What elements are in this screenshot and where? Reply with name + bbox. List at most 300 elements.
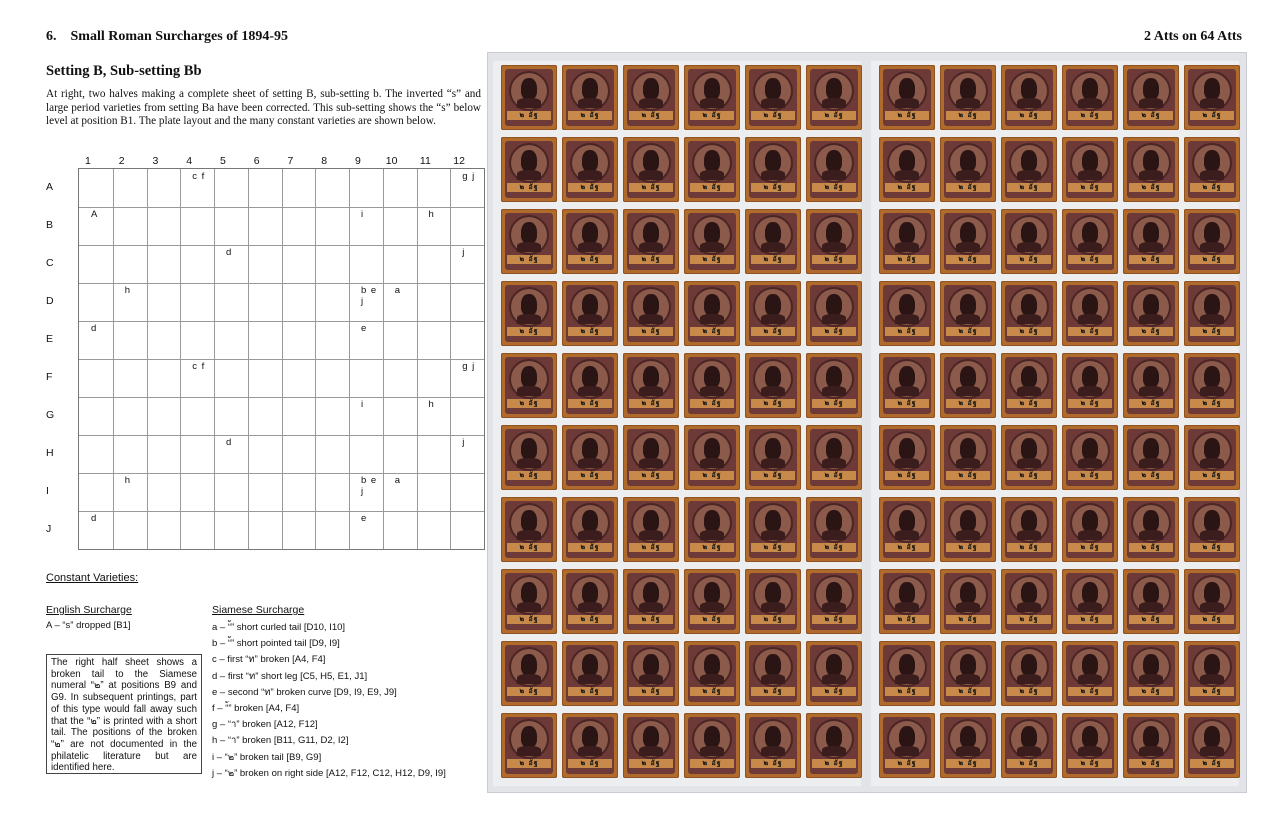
- surcharge-overprint: ๒ อัฐ: [1080, 111, 1100, 119]
- portrait-head: [826, 294, 842, 316]
- portrait-shoulders: [1200, 314, 1224, 324]
- portrait-shoulders: [700, 602, 724, 612]
- portrait-head: [1021, 438, 1037, 460]
- surcharge-overprint: ๒ อัฐ: [519, 759, 539, 767]
- surcharge-overprint: ๒ อัฐ: [1141, 111, 1161, 119]
- portrait-shoulders: [895, 602, 919, 612]
- portrait-shoulders: [639, 674, 663, 684]
- surcharge-overprint: ๒ อัฐ: [897, 255, 917, 263]
- surcharge-overprint: ๒ อัฐ: [641, 399, 661, 407]
- portrait-head: [765, 78, 781, 100]
- grid-line: [79, 359, 484, 360]
- portrait-shoulders: [1017, 314, 1041, 324]
- surcharge-overprint: ๒ อัฐ: [580, 399, 600, 407]
- portrait-shoulders: [1078, 602, 1102, 612]
- surcharge-overprint: ๒ อัฐ: [519, 543, 539, 551]
- surcharge-overprint: ๒ อัฐ: [580, 615, 600, 623]
- portrait-head: [1021, 510, 1037, 532]
- surcharge-overprint: ๒ อัฐ: [824, 255, 844, 263]
- surcharge-overprint: ๒ อัฐ: [580, 687, 600, 695]
- portrait-shoulders: [578, 242, 602, 252]
- grid-line: [79, 473, 484, 474]
- portrait-shoulders: [956, 746, 980, 756]
- stamp: [684, 425, 740, 490]
- surcharge-overprint: ๒ อัฐ: [1141, 543, 1161, 551]
- surcharge-overprint: ๒ อัฐ: [763, 687, 783, 695]
- surcharge-overprint: ๒ อัฐ: [641, 471, 661, 479]
- portrait-head: [1204, 366, 1220, 388]
- grid-line: [79, 207, 484, 208]
- stamp: [940, 65, 996, 130]
- siamese-variety-item: e – second “ท” broken curve [D9, I9, E9, J9]: [212, 686, 397, 698]
- stamp: [1001, 425, 1057, 490]
- plate-column-label: 6: [253, 155, 260, 167]
- stamp: [501, 281, 557, 346]
- portrait-shoulders: [1017, 530, 1041, 540]
- surcharge-overprint: ๒ อัฐ: [1141, 615, 1161, 623]
- stamp: [1184, 209, 1240, 274]
- portrait-head: [960, 366, 976, 388]
- stamp: [684, 281, 740, 346]
- variety-mark: c f: [192, 171, 206, 182]
- portrait-shoulders: [1078, 98, 1102, 108]
- plate-row-label: F: [46, 371, 53, 383]
- portrait-head: [765, 150, 781, 172]
- surcharge-overprint: ๒ อัฐ: [1202, 399, 1222, 407]
- surcharge-overprint: ๒ อัฐ: [1080, 471, 1100, 479]
- surcharge-overprint: ๒ อัฐ: [897, 327, 917, 335]
- portrait-head: [960, 726, 976, 748]
- portrait-head: [1204, 510, 1220, 532]
- portrait-shoulders: [700, 386, 724, 396]
- grid-line: [79, 321, 484, 322]
- portrait-head: [582, 654, 598, 676]
- portrait-shoulders: [895, 170, 919, 180]
- portrait-head: [582, 222, 598, 244]
- portrait-shoulders: [700, 458, 724, 468]
- stamp: [879, 497, 935, 562]
- portrait-shoulders: [822, 746, 846, 756]
- surcharge-overprint: ๒ อัฐ: [519, 255, 539, 263]
- stamp: [684, 353, 740, 418]
- portrait-head: [1082, 78, 1098, 100]
- portrait-shoulders: [1200, 530, 1224, 540]
- portrait-shoulders: [700, 314, 724, 324]
- portrait-head: [1204, 438, 1220, 460]
- portrait-shoulders: [517, 386, 541, 396]
- stamp: [1123, 641, 1179, 706]
- portrait-shoulders: [1017, 98, 1041, 108]
- stamp: [806, 713, 862, 778]
- portrait-shoulders: [956, 674, 980, 684]
- stamp: [1062, 137, 1118, 202]
- portrait-head: [1204, 726, 1220, 748]
- stamp: [806, 65, 862, 130]
- surcharge-overprint: ๒ อัฐ: [519, 399, 539, 407]
- portrait-shoulders: [1078, 242, 1102, 252]
- surcharge-overprint: ๒ อัฐ: [519, 615, 539, 623]
- siamese-variety-item: f – “้” broken [A4, F4]: [212, 703, 300, 714]
- stamp: [879, 713, 935, 778]
- surcharge-overprint: ๒ อัฐ: [763, 399, 783, 407]
- surcharge-overprint: ๒ อัฐ: [897, 399, 917, 407]
- portrait-head: [765, 654, 781, 676]
- surcharge-overprint: ๒ อัฐ: [1080, 615, 1100, 623]
- stamp: [562, 425, 618, 490]
- portrait-head: [899, 654, 915, 676]
- portrait-shoulders: [1017, 602, 1041, 612]
- portrait-head: [899, 510, 915, 532]
- surcharge-overprint: ๒ อัฐ: [641, 183, 661, 191]
- portrait-head: [521, 726, 537, 748]
- portrait-shoulders: [895, 386, 919, 396]
- surcharge-overprint: ๒ อัฐ: [1141, 183, 1161, 191]
- surcharge-overprint: ๒ อัฐ: [1202, 327, 1222, 335]
- portrait-head: [1143, 582, 1159, 604]
- portrait-shoulders: [517, 602, 541, 612]
- portrait-shoulders: [1017, 746, 1041, 756]
- portrait-head: [643, 294, 659, 316]
- stamp: [1062, 641, 1118, 706]
- portrait-shoulders: [1139, 674, 1163, 684]
- surcharge-overprint: ๒ อัฐ: [958, 255, 978, 263]
- plate-layout-grid: [78, 168, 485, 550]
- portrait-shoulders: [895, 530, 919, 540]
- stamp: [1001, 569, 1057, 634]
- portrait-head: [1082, 726, 1098, 748]
- portrait-shoulders: [1078, 458, 1102, 468]
- surcharge-overprint: ๒ อัฐ: [641, 255, 661, 263]
- portrait-shoulders: [517, 314, 541, 324]
- surcharge-overprint: ๒ อัฐ: [824, 687, 844, 695]
- stamp: [745, 209, 801, 274]
- portrait-shoulders: [822, 458, 846, 468]
- portrait-shoulders: [1200, 170, 1224, 180]
- plate-column-label: 7: [287, 155, 294, 167]
- plate-row-label: H: [46, 447, 54, 459]
- portrait-shoulders: [822, 242, 846, 252]
- surcharge-overprint: ๒ อัฐ: [1080, 327, 1100, 335]
- portrait-shoulders: [761, 242, 785, 252]
- surcharge-overprint: ๒ อัฐ: [702, 399, 722, 407]
- portrait-shoulders: [1139, 242, 1163, 252]
- page-title-right: 2 Atts on 64 Atts: [1143, 29, 1242, 44]
- surcharge-overprint: ๒ อัฐ: [1019, 471, 1039, 479]
- variety-mark: g j: [462, 171, 476, 182]
- variety-mark: a: [394, 285, 402, 296]
- portrait-shoulders: [517, 242, 541, 252]
- stamp: [1184, 425, 1240, 490]
- surcharge-overprint: ๒ อัฐ: [897, 759, 917, 767]
- stamp: [1123, 209, 1179, 274]
- portrait-shoulders: [761, 314, 785, 324]
- portrait-head: [826, 726, 842, 748]
- portrait-head: [521, 510, 537, 532]
- surcharge-overprint: ๒ อัฐ: [958, 183, 978, 191]
- surcharge-overprint: ๒ อัฐ: [580, 183, 600, 191]
- portrait-shoulders: [1139, 170, 1163, 180]
- portrait-head: [1082, 294, 1098, 316]
- portrait-shoulders: [895, 242, 919, 252]
- portrait-head: [1021, 726, 1037, 748]
- surcharge-overprint: ๒ อัฐ: [1202, 615, 1222, 623]
- portrait-head: [1204, 78, 1220, 100]
- portrait-head: [643, 582, 659, 604]
- portrait-head: [521, 294, 537, 316]
- surcharge-overprint: ๒ อัฐ: [824, 183, 844, 191]
- english-variety-item: A – “s” dropped [B1]: [46, 620, 131, 631]
- surcharge-overprint: ๒ อัฐ: [1019, 111, 1039, 119]
- portrait-shoulders: [639, 98, 663, 108]
- portrait-shoulders: [956, 458, 980, 468]
- plate-column-label: 8: [321, 155, 328, 167]
- grid-line: [79, 511, 484, 512]
- surcharge-overprint: ๒ อัฐ: [763, 543, 783, 551]
- portrait-head: [960, 654, 976, 676]
- stamp: [562, 497, 618, 562]
- surcharge-overprint: ๒ อัฐ: [1080, 183, 1100, 191]
- portrait-shoulders: [761, 386, 785, 396]
- variety-mark: h: [124, 475, 132, 486]
- section-subtitle: Setting B, Sub-setting Bb: [46, 63, 202, 79]
- stamp: [879, 425, 935, 490]
- variety-mark: h: [428, 399, 435, 410]
- stamp: [940, 137, 996, 202]
- stamp: [623, 569, 679, 634]
- surcharge-overprint: ๒ อัฐ: [1141, 759, 1161, 767]
- variety-mark: i: [361, 209, 365, 220]
- surcharge-overprint: ๒ อัฐ: [702, 615, 722, 623]
- stamp: [684, 65, 740, 130]
- portrait-head: [643, 150, 659, 172]
- portrait-head: [826, 222, 842, 244]
- stamp: [806, 281, 862, 346]
- portrait-head: [704, 222, 720, 244]
- surcharge-overprint: ๒ อัฐ: [519, 183, 539, 191]
- portrait-shoulders: [517, 98, 541, 108]
- surcharge-overprint: ๒ อัฐ: [1202, 759, 1222, 767]
- portrait-head: [643, 510, 659, 532]
- surcharge-overprint: ๒ อัฐ: [824, 543, 844, 551]
- surcharge-overprint: ๒ อัฐ: [519, 111, 539, 119]
- stamp: [501, 425, 557, 490]
- portrait-shoulders: [761, 674, 785, 684]
- stamp: [1001, 641, 1057, 706]
- portrait-shoulders: [700, 674, 724, 684]
- stamp: [940, 425, 996, 490]
- portrait-head: [521, 438, 537, 460]
- variety-mark: j: [462, 247, 466, 258]
- portrait-shoulders: [639, 602, 663, 612]
- portrait-head: [899, 438, 915, 460]
- stamp: [623, 353, 679, 418]
- surcharge-overprint: ๒ อัฐ: [702, 111, 722, 119]
- portrait-shoulders: [578, 386, 602, 396]
- stamp: [623, 65, 679, 130]
- portrait-shoulders: [1078, 170, 1102, 180]
- variety-mark: b e j: [361, 285, 378, 307]
- surcharge-overprint: ๒ อัฐ: [702, 471, 722, 479]
- surcharge-overprint: ๒ อัฐ: [1141, 399, 1161, 407]
- portrait-head: [643, 726, 659, 748]
- plate-column-label: 5: [219, 155, 226, 167]
- portrait-shoulders: [1139, 602, 1163, 612]
- stamp: [562, 641, 618, 706]
- portrait-head: [704, 78, 720, 100]
- surcharge-overprint: ๒ อัฐ: [1019, 615, 1039, 623]
- portrait-head: [899, 150, 915, 172]
- portrait-head: [643, 366, 659, 388]
- portrait-shoulders: [761, 746, 785, 756]
- stamp: [684, 209, 740, 274]
- portrait-shoulders: [956, 98, 980, 108]
- variety-mark: g j: [462, 361, 476, 372]
- stamp: [684, 137, 740, 202]
- left-half-sheet: [493, 61, 861, 786]
- surcharge-overprint: ๒ อัฐ: [897, 471, 917, 479]
- portrait-shoulders: [1017, 674, 1041, 684]
- surcharge-overprint: ๒ อัฐ: [958, 327, 978, 335]
- stamp: [562, 209, 618, 274]
- surcharge-overprint: ๒ อัฐ: [763, 615, 783, 623]
- stamp: [879, 65, 935, 130]
- portrait-shoulders: [1017, 170, 1041, 180]
- stamp: [1062, 209, 1118, 274]
- surcharge-overprint: ๒ อัฐ: [1202, 471, 1222, 479]
- surcharge-overprint: ๒ อัฐ: [824, 399, 844, 407]
- portrait-head: [704, 654, 720, 676]
- stamp: [684, 497, 740, 562]
- portrait-head: [1143, 510, 1159, 532]
- stamp: [1001, 713, 1057, 778]
- surcharge-overprint: ๒ อัฐ: [1141, 255, 1161, 263]
- portrait-head: [643, 438, 659, 460]
- stamp: [623, 641, 679, 706]
- surcharge-overprint: ๒ อัฐ: [1080, 759, 1100, 767]
- portrait-shoulders: [1200, 674, 1224, 684]
- stamp: [1184, 137, 1240, 202]
- portrait-shoulders: [517, 170, 541, 180]
- portrait-head: [1143, 726, 1159, 748]
- portrait-shoulders: [1017, 242, 1041, 252]
- stamp: [879, 137, 935, 202]
- portrait-head: [582, 438, 598, 460]
- variety-mark: h: [428, 209, 435, 220]
- grid-line: [79, 283, 484, 284]
- portrait-shoulders: [761, 530, 785, 540]
- stamp: [1062, 281, 1118, 346]
- stamp: [879, 569, 935, 634]
- plate-row-label: B: [46, 219, 54, 231]
- portrait-shoulders: [956, 530, 980, 540]
- portrait-shoulders: [578, 530, 602, 540]
- stamp: [806, 209, 862, 274]
- plate-column-label: 10: [385, 155, 398, 167]
- portrait-head: [899, 78, 915, 100]
- portrait-head: [704, 582, 720, 604]
- plate-column-label: 3: [152, 155, 159, 167]
- stamp: [1123, 713, 1179, 778]
- surcharge-overprint: ๒ อัฐ: [897, 543, 917, 551]
- stamp: [501, 209, 557, 274]
- variety-mark: a: [394, 475, 402, 486]
- portrait-shoulders: [578, 170, 602, 180]
- portrait-shoulders: [700, 530, 724, 540]
- stamp: [562, 281, 618, 346]
- portrait-head: [899, 222, 915, 244]
- portrait-head: [521, 222, 537, 244]
- stamp-sheet: [487, 52, 1247, 793]
- portrait-head: [643, 78, 659, 100]
- surcharge-overprint: ๒ อัฐ: [958, 687, 978, 695]
- stamp: [501, 713, 557, 778]
- portrait-shoulders: [1078, 314, 1102, 324]
- plate-column-label: 9: [354, 155, 361, 167]
- stamp: [1062, 353, 1118, 418]
- stamp: [745, 713, 801, 778]
- stamp: [940, 497, 996, 562]
- surcharge-overprint: ๒ อัฐ: [1080, 543, 1100, 551]
- surcharge-overprint: ๒ อัฐ: [1080, 255, 1100, 263]
- stamp: [1062, 497, 1118, 562]
- portrait-shoulders: [895, 458, 919, 468]
- portrait-shoulders: [956, 602, 980, 612]
- stamp: [940, 209, 996, 274]
- stamp: [501, 137, 557, 202]
- portrait-shoulders: [700, 170, 724, 180]
- siamese-surcharge-heading: Siamese Surcharge: [212, 604, 305, 616]
- portrait-head: [1021, 654, 1037, 676]
- stamp: [745, 641, 801, 706]
- portrait-shoulders: [578, 458, 602, 468]
- portrait-head: [582, 78, 598, 100]
- portrait-head: [765, 438, 781, 460]
- stamp: [1001, 353, 1057, 418]
- surcharge-overprint: ๒ อัฐ: [519, 471, 539, 479]
- stamp: [879, 281, 935, 346]
- portrait-shoulders: [956, 314, 980, 324]
- surcharge-overprint: ๒ อัฐ: [897, 111, 917, 119]
- stamp: [1184, 65, 1240, 130]
- portrait-shoulders: [578, 746, 602, 756]
- portrait-head: [765, 582, 781, 604]
- stamp: [806, 353, 862, 418]
- portrait-shoulders: [761, 170, 785, 180]
- surcharge-overprint: ๒ อัฐ: [958, 543, 978, 551]
- surcharge-overprint: ๒ อัฐ: [702, 183, 722, 191]
- stamp: [1123, 281, 1179, 346]
- portrait-shoulders: [1078, 674, 1102, 684]
- surcharge-overprint: ๒ อัฐ: [580, 759, 600, 767]
- surcharge-overprint: ๒ อัฐ: [580, 543, 600, 551]
- stamp: [806, 497, 862, 562]
- portrait-head: [826, 150, 842, 172]
- surcharge-overprint: ๒ อัฐ: [519, 327, 539, 335]
- stamp: [745, 425, 801, 490]
- surcharge-overprint: ๒ อัฐ: [641, 111, 661, 119]
- siamese-variety-item: h – “า” broken [B11, G11, D2, I2]: [212, 735, 349, 747]
- portrait-head: [1021, 582, 1037, 604]
- stamp: [1001, 281, 1057, 346]
- portrait-shoulders: [639, 530, 663, 540]
- portrait-head: [1082, 582, 1098, 604]
- surcharge-overprint: ๒ อัฐ: [763, 471, 783, 479]
- portrait-head: [960, 582, 976, 604]
- portrait-shoulders: [517, 674, 541, 684]
- plate-column-label: 1: [84, 155, 91, 167]
- grid-line: [79, 397, 484, 398]
- surcharge-overprint: ๒ อัฐ: [641, 759, 661, 767]
